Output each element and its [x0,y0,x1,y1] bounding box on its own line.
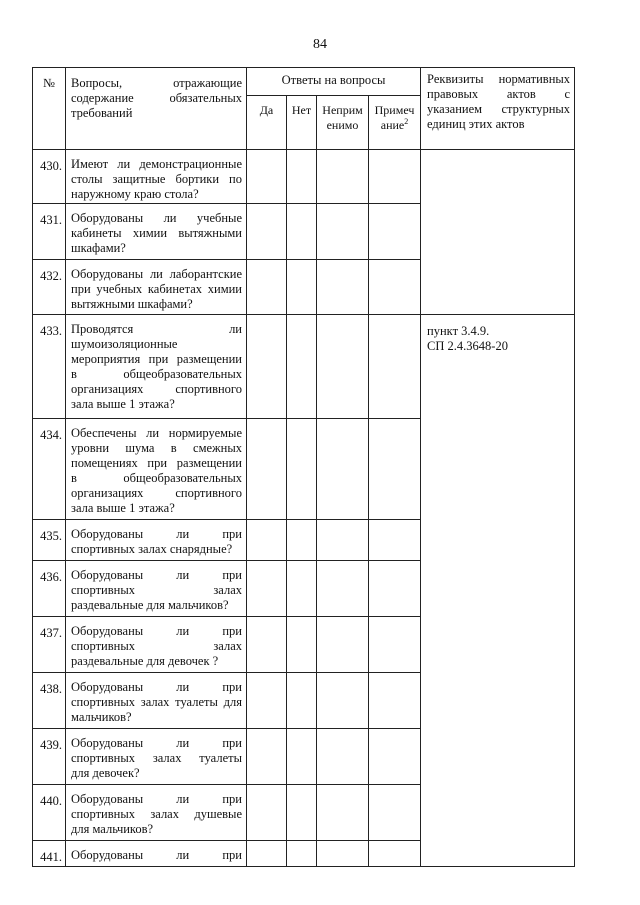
answer-yes-cell[interactable] [247,315,287,419]
question-cell [66,150,247,204]
answer-na-cell[interactable] [317,561,369,617]
question-line: спортивных залах [71,583,242,597]
header-no: Нет [287,96,317,150]
answer-na-cell[interactable] [317,785,369,841]
answer-na-cell[interactable] [317,520,369,561]
question-line: спортивных залах туалеты для [71,695,242,709]
question-line: спортивных залах душевые [71,807,242,821]
question-cell [66,841,247,867]
question-line: Оборудованы ли при [71,792,242,806]
answer-yes-cell[interactable] [247,841,287,867]
question-line: Обеспечены ли нормируемые [71,426,242,440]
question-cell [66,419,247,520]
question-line: спортивных залах туалеты [71,751,242,765]
header-note-line: ание [380,118,405,132]
question-cell [66,520,247,561]
answer-note-cell[interactable] [369,785,421,841]
answer-no-cell[interactable] [287,315,317,419]
answer-note-cell[interactable] [369,520,421,561]
question-line: зала выше 1 этажа? [71,501,175,515]
answer-note-cell[interactable] [369,419,421,520]
answer-note-cell[interactable] [369,204,421,260]
header-row [33,68,575,96]
answer-note-cell[interactable] [369,315,421,419]
answer-na-cell[interactable] [317,729,369,785]
answer-no-cell[interactable] [287,260,317,315]
question-line: спортивных залах снарядные? [71,542,233,556]
answer-yes-cell[interactable] [247,617,287,673]
question-cell [66,561,247,617]
question-cell [66,729,247,785]
answer-note-cell[interactable] [369,673,421,729]
question-line: для мальчиков? [71,822,154,836]
header-note-line: Примеч [374,103,415,117]
footnote-marker: 2 [404,117,409,126]
requirements-checklist-table [32,67,575,867]
question-line: зала выше 1 этажа? [71,397,175,411]
answer-yes-cell[interactable] [247,204,287,260]
question-line: Оборудованы ли при [71,527,242,541]
question-line: раздевальные для девочек ? [71,654,219,668]
question-line: Оборудованы ли учебные [71,211,242,225]
answer-yes-cell[interactable] [247,561,287,617]
question-line: мальчиков? [71,710,132,724]
answer-no-cell[interactable] [287,204,317,260]
question-line: Оборудованы ли при [71,624,242,638]
answer-yes-cell[interactable] [247,419,287,520]
answer-note-cell[interactable] [369,150,421,204]
answer-na-cell[interactable] [317,419,369,520]
answer-note-cell[interactable] [369,841,421,867]
answer-na-cell[interactable] [317,150,369,204]
question-cell [66,204,247,260]
table-row [33,150,575,204]
question-line: шкафами? [71,241,126,255]
answer-no-cell[interactable] [287,419,317,520]
row-number: 431. [33,204,66,260]
answer-no-cell[interactable] [287,785,317,841]
table-row [33,315,575,419]
question-line: шумоизоляционные [71,337,178,351]
row-number: 437. [33,617,66,673]
question-line: в общеобразовательных [71,471,242,485]
header-note [369,96,421,150]
header-questions-line: требований [71,106,133,120]
header-na-line: Неприм [322,103,363,117]
question-line: наружному краю стола? [71,187,199,201]
question-line: кабинеты химии вытяжными [71,226,242,240]
row-number: 441. [33,841,66,867]
answer-yes-cell[interactable] [247,150,287,204]
answer-note-cell[interactable] [369,617,421,673]
header-not-applicable [317,96,369,150]
question-line: Имеют ли демонстрационные [71,157,242,171]
answer-note-cell[interactable] [369,561,421,617]
question-line: спортивных залах [71,639,242,653]
row-number: 432. [33,260,66,315]
row-number: 435. [33,520,66,561]
header-requisites-line: указанием структурных [427,102,571,116]
header-questions-line: Вопросы, отражающие [71,76,242,90]
row-number: 436. [33,561,66,617]
page-number: 84 [313,37,327,52]
answer-no-cell[interactable] [287,561,317,617]
row-number: 438. [33,673,66,729]
answer-no-cell[interactable] [287,520,317,561]
question-line: при учебных кабинетах химии [71,282,242,296]
header-number: № [33,68,66,150]
answer-no-cell[interactable] [287,617,317,673]
question-line: Оборудованы ли лаборантские [71,267,242,281]
answer-na-cell[interactable] [317,841,369,867]
answer-yes-cell[interactable] [247,260,287,315]
answer-yes-cell[interactable] [247,673,287,729]
question-line: столы защитные бортики по [71,172,242,186]
question-cell [66,315,247,419]
question-line: раздевальные для мальчиков? [71,598,229,612]
answer-yes-cell[interactable] [247,785,287,841]
question-line: Проводятся ли [71,322,242,336]
header-requisites-line: правовых актов с [427,87,571,101]
question-line: помещениях при размещении [71,456,242,470]
header-answers: Ответы на вопросы [247,68,421,96]
header-questions-line: содержание обязательных [71,91,242,105]
reference-line: пункт 3.4.9. [427,324,490,338]
requisites-cell [421,150,575,315]
answer-na-cell[interactable] [317,204,369,260]
row-number: 430. [33,150,66,204]
answer-na-cell[interactable] [317,617,369,673]
question-line: для девочек? [71,766,140,780]
answer-note-cell[interactable] [369,260,421,315]
answer-note-cell[interactable] [369,729,421,785]
answer-no-cell[interactable] [287,841,317,867]
question-cell [66,617,247,673]
answer-yes-cell[interactable] [247,729,287,785]
row-number: 434. [33,419,66,520]
answer-no-cell[interactable] [287,729,317,785]
row-number: 440. [33,785,66,841]
answer-na-cell[interactable] [317,260,369,315]
header-requisites [421,68,575,150]
question-line: организациях спортивного [71,382,242,396]
header-questions [66,68,247,150]
answer-no-cell[interactable] [287,150,317,204]
answer-na-cell[interactable] [317,315,369,419]
row-number: 439. [33,729,66,785]
reference-line: СП 2.4.3648-20 [427,339,508,353]
question-line: Оборудованы ли при [71,848,242,862]
question-line: мероприятия при размещении [71,352,242,366]
question-line: Оборудованы ли при [71,736,242,750]
question-line: Оборудованы ли при [71,568,242,582]
answer-na-cell[interactable] [317,673,369,729]
row-number: 433. [33,315,66,419]
question-line: вытяжными шкафами? [71,297,193,311]
question-line: организациях спортивного [71,486,242,500]
question-line: в общеобразовательных [71,367,242,381]
header-yes: Да [247,96,287,150]
header-requisites-line: Реквизиты нормативных [427,72,571,86]
question-cell [66,260,247,315]
header-na-line: енимо [326,118,359,132]
question-cell [66,785,247,841]
question-line: уровни шума в смежных [71,441,242,455]
question-line: Оборудованы ли при [71,680,242,694]
header-requisites-line: единиц этих актов [427,117,525,131]
question-cell [66,673,247,729]
requisites-cell [421,315,575,867]
answer-yes-cell[interactable] [247,520,287,561]
answer-no-cell[interactable] [287,673,317,729]
